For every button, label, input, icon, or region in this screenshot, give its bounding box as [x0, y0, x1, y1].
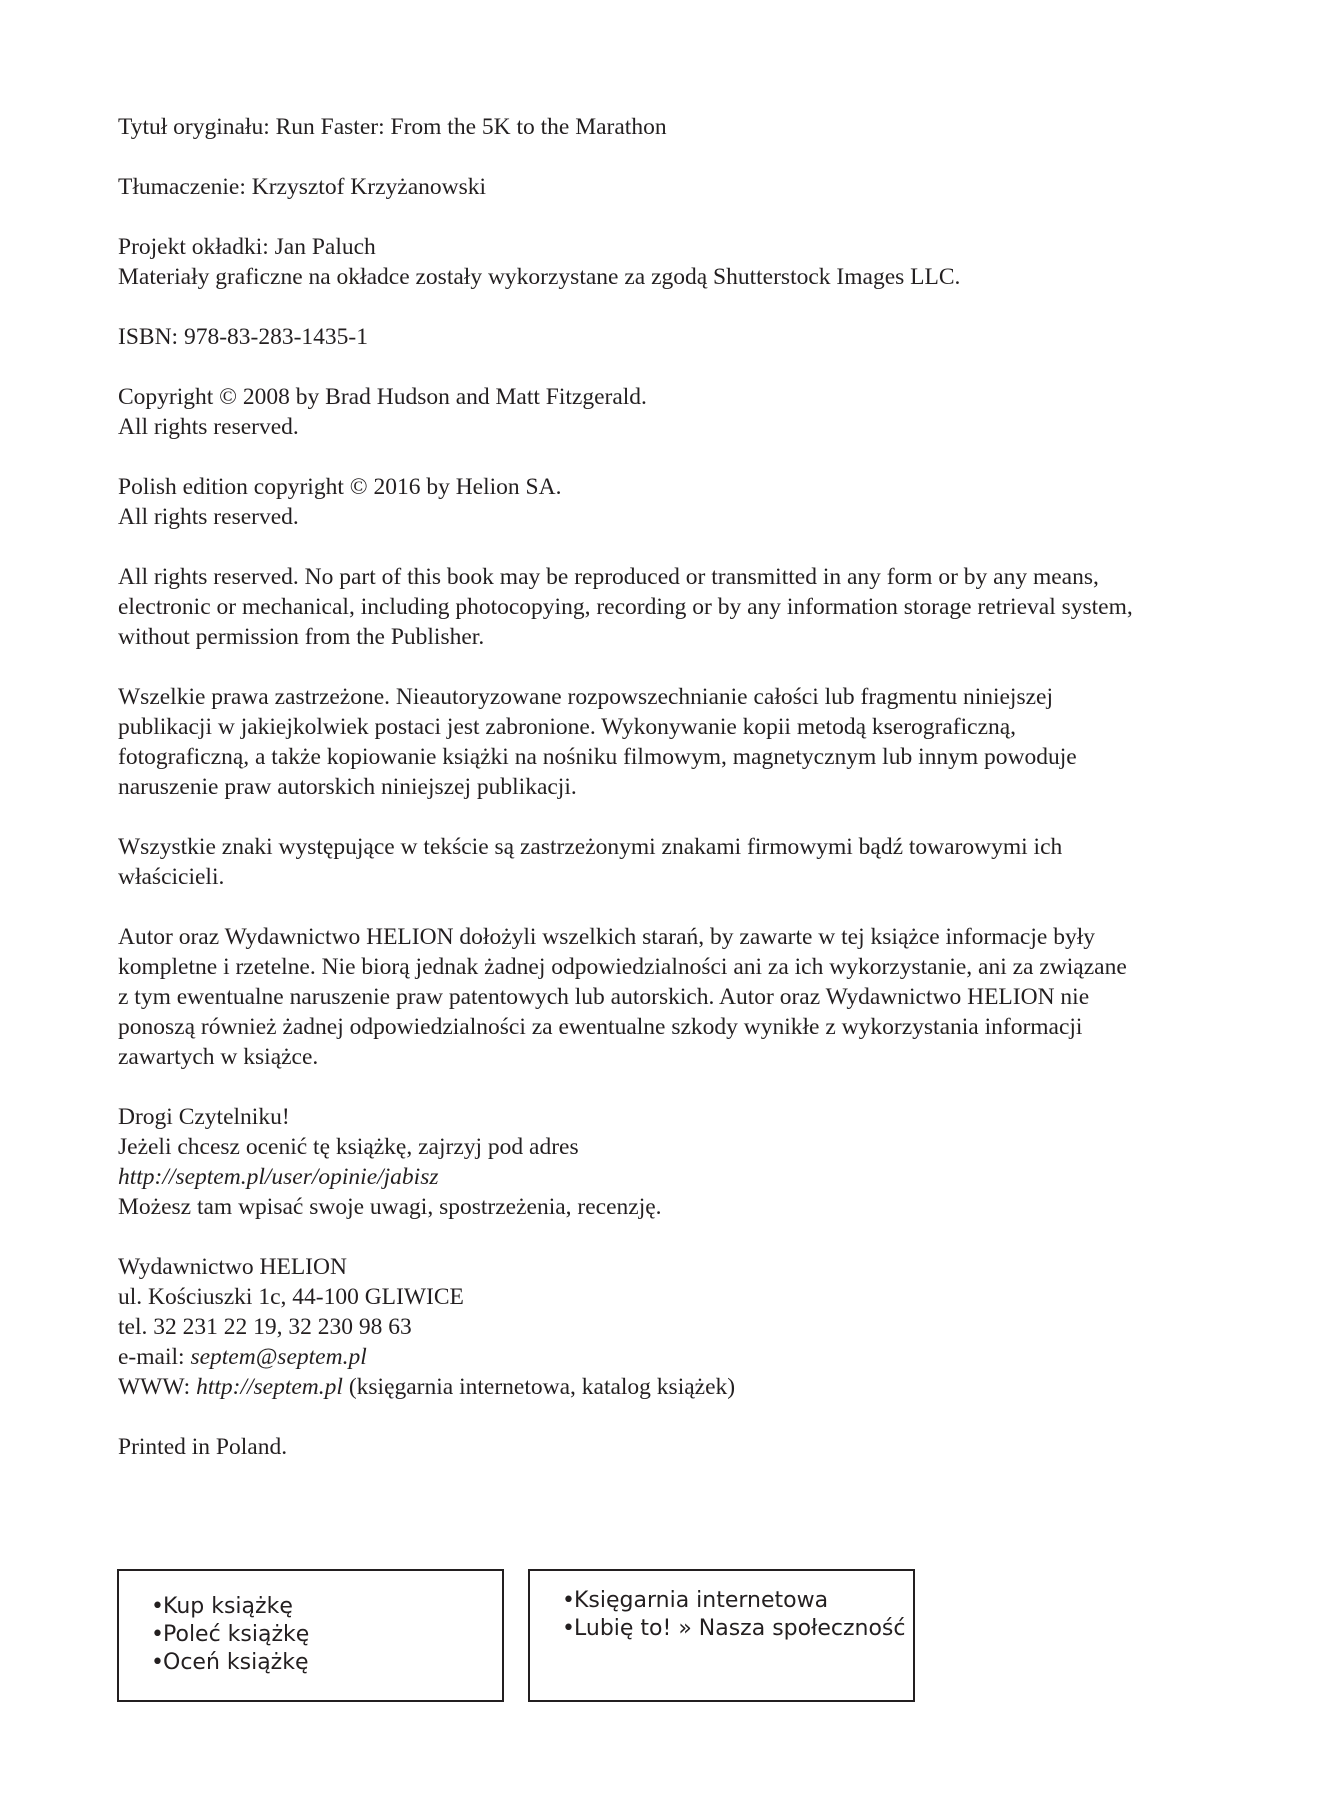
- publisher-phone: tel. 32 231 22 19, 32 230 98 63: [118, 1314, 412, 1340]
- paragraph-line: zawartych w książce.: [118, 1044, 319, 1070]
- rights-polish-paragraph: [118, 682, 1228, 802]
- paragraph-line: All rights reserved. No part of this book may be reproduced or transmitted in any form or by any means,: [118, 564, 1099, 590]
- disclaimer-paragraph: [118, 922, 1228, 1072]
- paragraph-line: fotograficzną, a także kopiowanie książki na nośniku filmowym, magnetycznym lub innym powoduje: [118, 744, 1077, 770]
- paragraph-line: z tym ewentualne naruszenie praw patentowych lub autorskich. Autor oraz Wydawnictwo HELION nie: [118, 984, 1090, 1010]
- publisher-contact-block: [118, 1252, 1228, 1402]
- bullet-icon: •: [151, 1622, 164, 1647]
- bullet-icon: •: [562, 1616, 575, 1641]
- link-label: Poleć książkę: [163, 1622, 310, 1647]
- printed-in: Printed in Poland.: [118, 1434, 288, 1460]
- www-link[interactable]: http://septem.pl: [196, 1374, 343, 1400]
- paragraph-line: without permission from the Publisher.: [118, 624, 485, 650]
- recommend-book-link[interactable]: [151, 1621, 502, 1649]
- paragraph-line: publikacji w jakiejkolwiek postaci jest zabronione. Wykonywanie kopii metodą kserograficzną,: [118, 714, 1017, 740]
- cover-credits-block: [118, 232, 1228, 292]
- copyright-polish-block: [118, 472, 1228, 532]
- publisher-name: Wydawnictwo HELION: [118, 1254, 347, 1280]
- online-bookstore-link[interactable]: [562, 1587, 913, 1615]
- www-note: (księgarnia internetowa, katalog książek): [342, 1374, 736, 1400]
- paragraph-line: właścicieli.: [118, 864, 225, 890]
- printed-block: [118, 1432, 1228, 1462]
- community-link[interactable]: [562, 1615, 913, 1643]
- imprint-page: [118, 112, 1228, 1492]
- email-label: e-mail:: [118, 1344, 191, 1370]
- original-title-block: [118, 112, 1228, 142]
- bullet-icon: •: [151, 1650, 164, 1675]
- link-boxes: [117, 1569, 917, 1704]
- rights-reserved-line: All rights reserved.: [118, 414, 299, 440]
- copyright-polish-line: Polish edition copyright © 2016 by Helion SA.: [118, 474, 562, 500]
- www-label: WWW:: [118, 1374, 197, 1400]
- publisher-email-line: [118, 1342, 1228, 1372]
- original-title: Tytuł oryginału: Run Faster: From the 5K to the Marathon: [118, 114, 667, 140]
- rate-prompt: Jeżeli chcesz ocenić tę książkę, zajrzyj pod adres: [118, 1134, 579, 1160]
- copyright-original-line: Copyright © 2008 by Brad Hudson and Matt Fitzgerald.: [118, 384, 647, 410]
- rate-note: Możesz tam wpisać swoje uwagi, spostrzeżenia, recenzję.: [118, 1194, 662, 1220]
- paragraph-line: electronic or mechanical, including photocopying, recording or by any information storage retrieval system,: [118, 594, 1133, 620]
- copyright-original-block: [118, 382, 1228, 442]
- publisher-www-line: [118, 1372, 1228, 1402]
- link-label: Kup książkę: [163, 1594, 293, 1619]
- email-link[interactable]: septem@septem.pl: [190, 1344, 367, 1370]
- isbn: ISBN: 978-83-283-1435-1: [118, 324, 368, 350]
- paragraph-line: Wszystkie znaki występujące w tekście są zastrzeżonymi znakami firmowymi bądź towarowymi ich: [118, 834, 1063, 860]
- book-actions-box: [117, 1569, 504, 1702]
- translation-block: [118, 172, 1228, 202]
- link-label: Lubię to! » Nasza społeczność: [574, 1616, 906, 1641]
- reader-note-block: [118, 1102, 1228, 1222]
- paragraph-line: Wszelkie prawa zastrzeżone. Nieautoryzowane rozpowszechnianie całości lub fragmentu niniejszej: [118, 684, 1053, 710]
- cover-design: Projekt okładki: Jan Paluch: [118, 234, 376, 260]
- link-label: Księgarnia internetowa: [574, 1588, 829, 1613]
- publisher-address: ul. Kościuszki 1c, 44-100 GLIWICE: [118, 1284, 464, 1310]
- isbn-block: [118, 322, 1228, 352]
- trademarks-paragraph: [118, 832, 1228, 892]
- rights-english-paragraph: [118, 562, 1228, 652]
- rate-url-link[interactable]: http://septem.pl/user/opinie/jabisz: [118, 1164, 439, 1190]
- rate-book-link[interactable]: [151, 1649, 502, 1677]
- bullet-icon: •: [151, 1594, 164, 1619]
- paragraph-line: ponoszą również żadnej odpowiedzialności za ewentualne szkody wynikłe z wykorzystania informacji: [118, 1014, 1083, 1040]
- cover-graphics-credit: Materiały graficzne na okładce zostały wykorzystane za zgodą Shutterstock Images LLC.: [118, 264, 961, 290]
- link-label: Oceń książkę: [163, 1650, 309, 1675]
- paragraph-line: Autor oraz Wydawnictwo HELION dołożyli wszelkich starań, by zawarte w tej książce informacje były: [118, 924, 1095, 950]
- community-box: [528, 1569, 915, 1702]
- paragraph-line: naruszenie praw autorskich niniejszej publikacji.: [118, 774, 577, 800]
- reader-greeting: Drogi Czytelniku!: [118, 1104, 290, 1130]
- buy-book-link[interactable]: [151, 1593, 502, 1621]
- rights-reserved-line: All rights reserved.: [118, 504, 299, 530]
- translator: Tłumaczenie: Krzysztof Krzyżanowski: [118, 174, 487, 200]
- bullet-icon: •: [562, 1588, 575, 1613]
- paragraph-line: kompletne i rzetelne. Nie biorą jednak żadnej odpowiedzialności ani za ich wykorzystanie, ani za związane: [118, 954, 1127, 980]
